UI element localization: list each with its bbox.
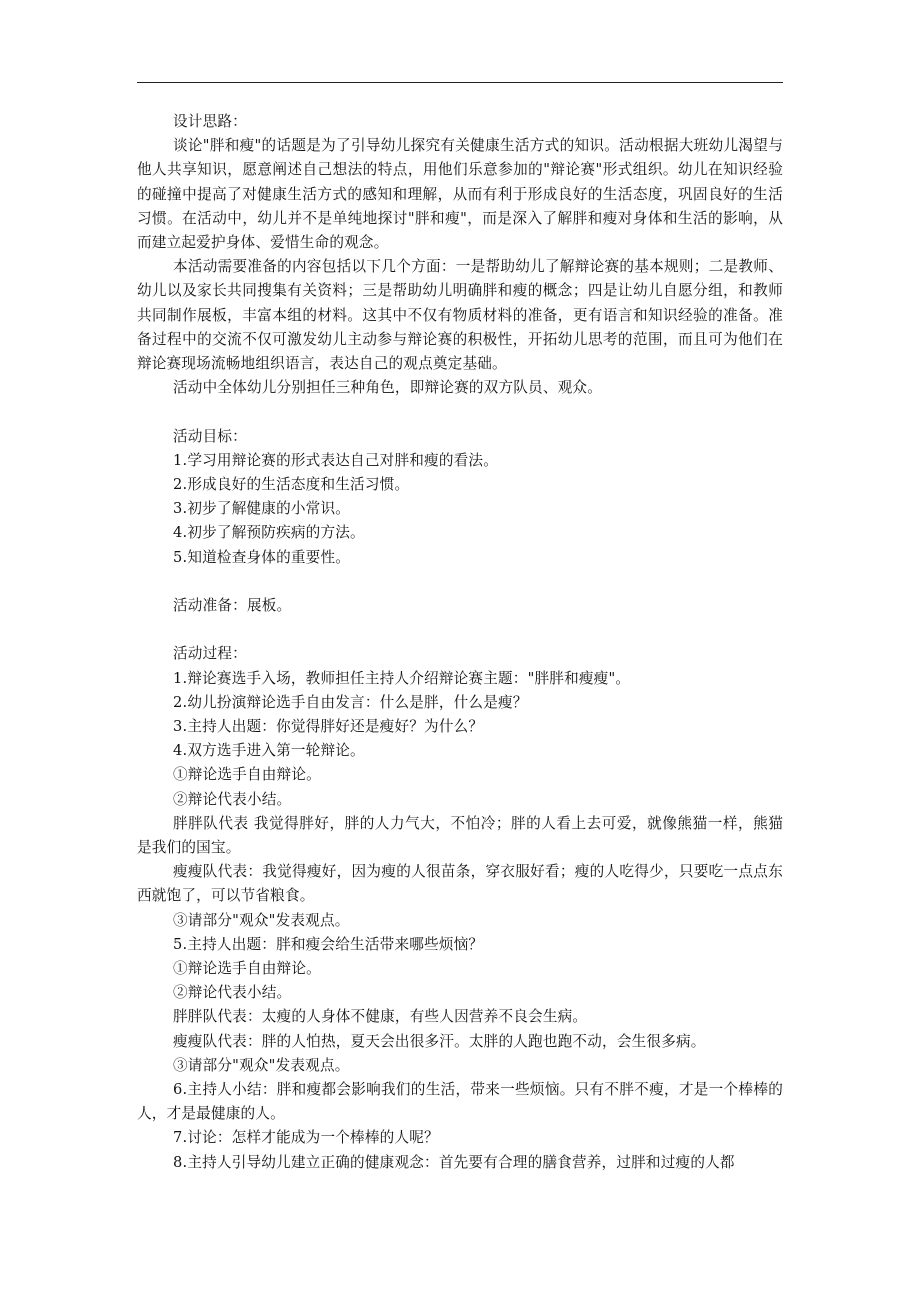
process-line: ①辩论选手自由辩论。 [173,960,321,978]
process-line: 3.主持人出题：你觉得胖好还是瘦好？为什么？ [173,718,484,736]
goal-item: 5.知道检查身体的重要性。 [173,548,351,566]
process-line: 7.讨论：怎样才能成为一个棒棒的人呢？ [173,1129,439,1147]
design-paragraph-1: 谈论"胖和瘦"的话题是为了引导幼儿探究有关健康生活方式的知识。活动根据大班幼儿渴望与他人共享知识，愿意阐述自己想法的特点，用他们乐意参加的"辩论赛"形式组织。幼儿在知识经验的碰撞中提高了对健康生活方式的感知和理解，从而有利于形成良好的生活态度，巩固良好的生活习惯。在活动中，幼儿并不是单纯地探讨"胖和瘦"，而是深入了解胖和瘦对身体和生活的影响，从而建立起爱护身体、爱惜生命的观念。 [137,137,783,252]
goal-item: 4.初步了解预防疾病的方法。 [173,524,365,542]
document-body [137,110,783,1175]
process-line: 4.双方选手进入第一轮辩论。 [173,742,365,760]
header-rule [137,82,783,83]
process-heading: 活动过程： [173,645,247,663]
process-line: 瘦瘦队代表：我觉得瘦好，因为瘦的人很苗条，穿衣服好看；瘦的人吃得少，只要吃一点点东西就饱了，可以节省粮食。 [137,863,783,905]
design-paragraph-2: 本活动需要准备的内容包括以下几个方面：一是帮助幼儿了解辩论赛的基本规则；二是教师、幼儿以及家长共同搜集有关资料；三是帮助幼儿明确胖和瘦的概念；四是让幼儿自愿分组，和教师共同制作展板，丰富本组的材料。这其中不仅有物质材料的准备，更有语言和知识经验的准备。准备过程中的交流不仅可激发幼儿主动参与辩论赛的积极性，开拓幼儿思考的范围，而且可为他们在辩论赛现场流畅地组织语言，表达自己的观点奠定基础。 [137,258,783,373]
process-line: 胖胖队代表：太瘦的人身体不健康，有些人因营养不良会生病。 [173,1008,588,1026]
process-line: 胖胖队代表 我觉得胖好，胖的人力气大，不怕冷；胖的人看上去可爱，就像熊猫一样，熊猫是我们的国宝。 [137,814,783,857]
process-line: 瘦瘦队代表：胖的人怕热，夏天会出很多汗。太胖的人跑也跑不动，会生很多病。 [173,1032,706,1050]
process-line: 2.幼儿扮演辩论选手自由发言：什么是胖，什么是瘦？ [173,693,528,711]
design-paragraph-3: 活动中全体幼儿分别担任三种角色，即辩论赛的双方队员、观众。 [173,379,603,397]
process-line: 8.主持人引导幼儿建立正确的健康观念：首先要有合理的膳食营养，过胖和过瘦的人都 [173,1153,735,1171]
process-line: 1.辩论赛选手入场，教师担任主持人介绍辩论赛主题："胖胖和瘦瘦"。 [173,669,631,687]
process-line: ②辩论代表小结。 [173,790,292,808]
goal-item: 2.形成良好的生活态度和生活习惯。 [173,476,410,494]
goal-item: 3.初步了解健康的小常识。 [173,500,351,518]
spacer [137,400,783,424]
design-heading: 设计思路： [173,113,247,130]
goal-item: 1.学习用辩论赛的形式表达自己对胖和瘦的看法。 [173,451,498,469]
process-line: ③请部分"观众"发表观点。 [173,911,350,929]
process-line: ②辩论代表小结。 [173,984,292,1002]
spacer [137,618,783,642]
process-line: ③请部分"观众"发表观点。 [173,1056,350,1074]
spacer [137,570,783,594]
process-line: 5.主持人出题：胖和瘦会给生活带来哪些烦恼？ [173,935,484,953]
goals-heading: 活动目标： [173,427,247,445]
prep-line: 活动准备：展板。 [173,597,292,615]
process-line: 6.主持人小结：胖和瘦都会影响我们的生活，带来一些烦恼。只有不胖不瘦，才是一个棒棒的人，才是最健康的人。 [137,1081,783,1123]
process-line: ①辩论选手自由辩论。 [173,766,321,784]
